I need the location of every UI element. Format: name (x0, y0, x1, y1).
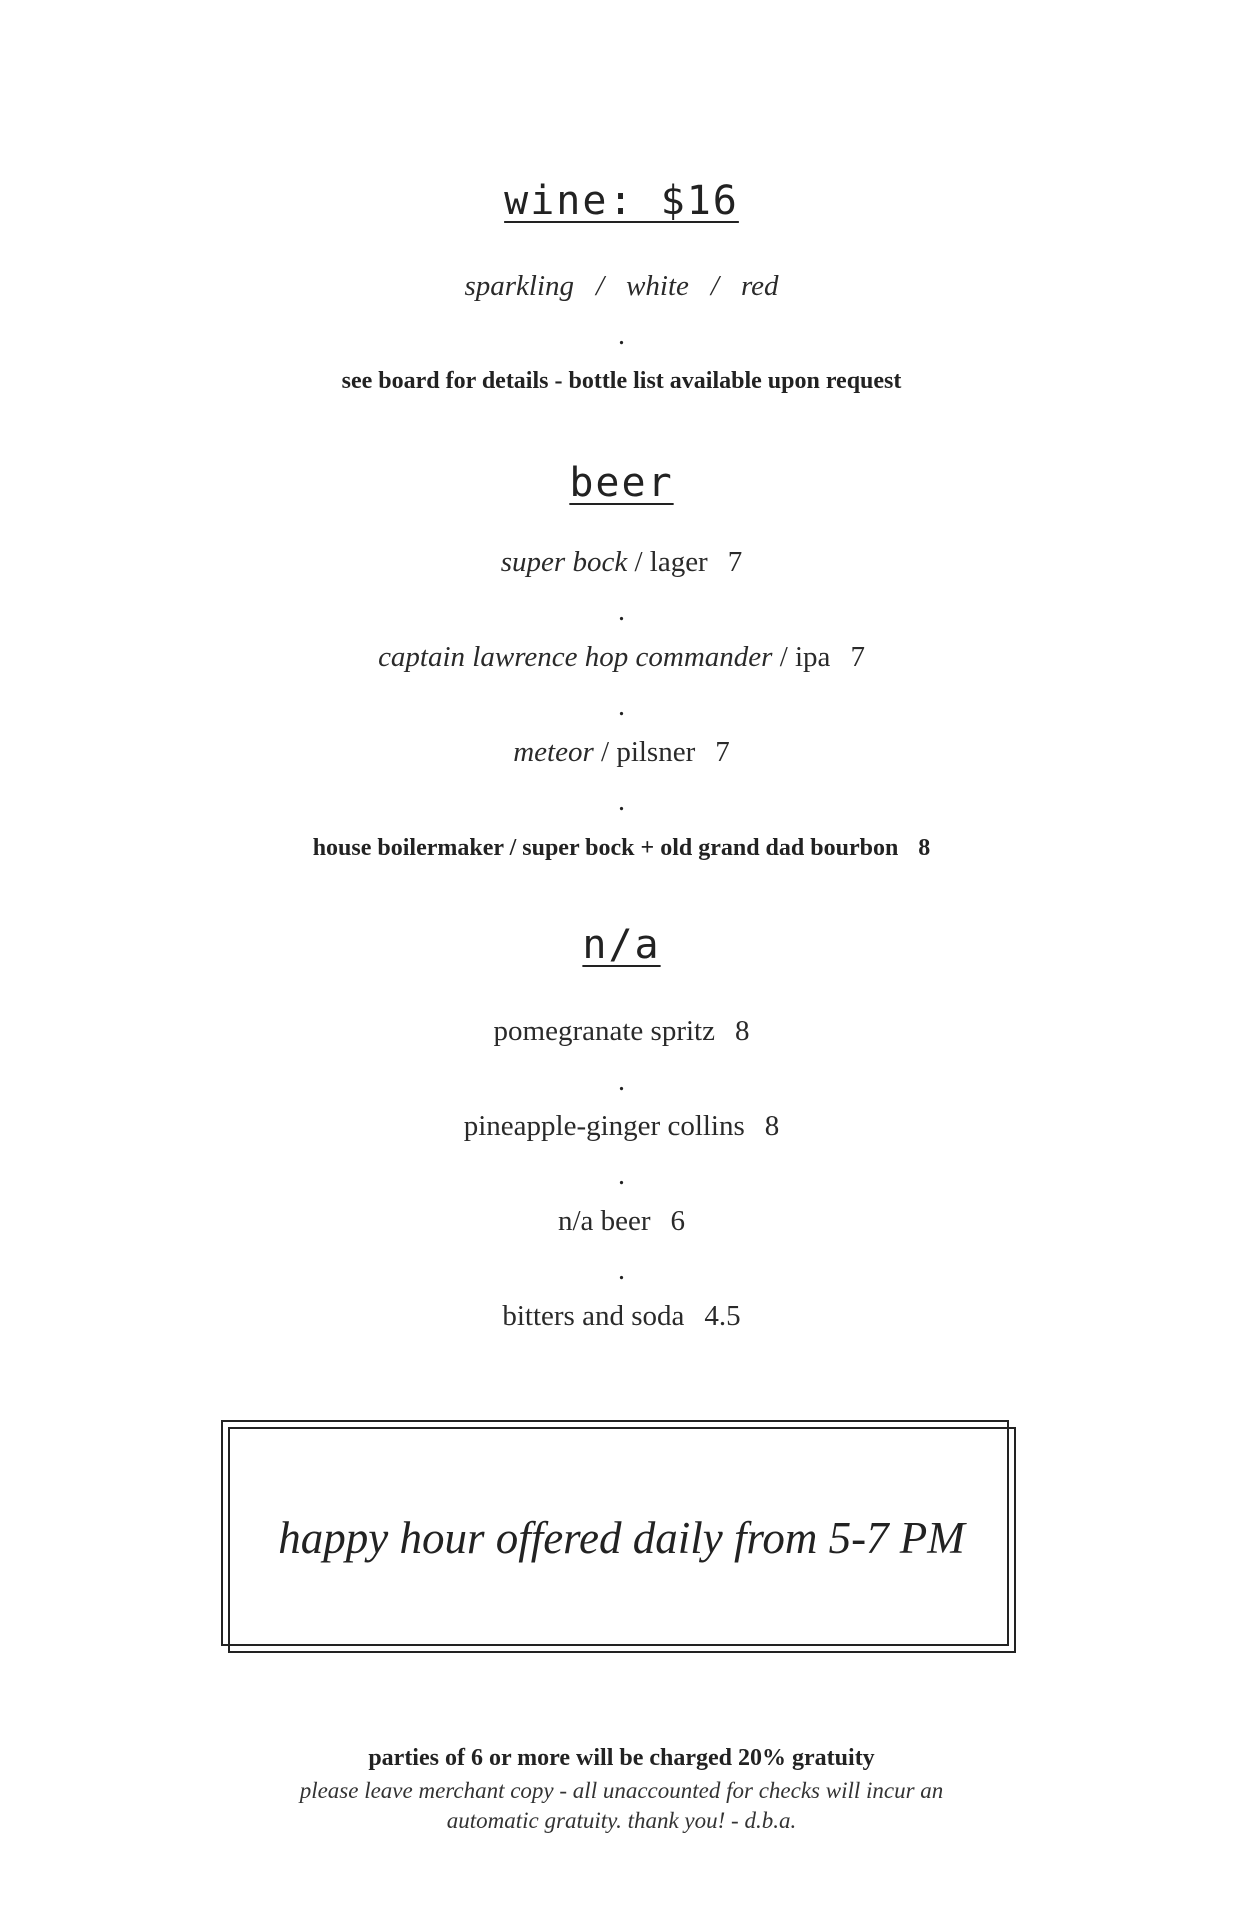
beer-price: 7 (727, 546, 743, 578)
wine-heading: wine: $16 (504, 178, 739, 224)
na-name: bitters and soda (502, 1300, 685, 1332)
merchant-copy-note: please leave merchant copy - all unaccounted for checks will incur an (299, 1778, 944, 1803)
gratuity-notice: parties of 6 or more will be charged 20% gratuity (368, 1745, 875, 1771)
beer-heading: beer (569, 460, 674, 506)
beer-item (0, 736, 1243, 769)
na-item (0, 1110, 1243, 1143)
beer-name: meteor (513, 736, 594, 768)
wine-type-red: red (740, 270, 779, 302)
divider-dot: . (618, 1066, 625, 1097)
na-name: pineapple-ginger collins (463, 1110, 745, 1142)
wine-type-white: white (626, 270, 689, 302)
beer-name: captain lawrence hop commander (378, 641, 773, 673)
merchant-copy-note-2: automatic gratuity. thank you! - d.b.a. (446, 1808, 797, 1833)
na-price: 8 (734, 1015, 750, 1047)
na-price: 4.5 (704, 1300, 741, 1332)
beer-name: super bock (500, 546, 628, 578)
beer-style: / lager (634, 546, 708, 578)
separator: / (710, 270, 719, 302)
beer-style: / ipa (779, 641, 831, 673)
na-name: n/a beer (557, 1205, 651, 1237)
separator: / (596, 270, 605, 302)
divider-dot: . (618, 1160, 625, 1191)
special-price: 8 (918, 835, 931, 861)
boilermaker-special (0, 835, 1243, 862)
na-name: pomegranate spritz (493, 1015, 715, 1047)
na-heading: n/a (582, 922, 661, 968)
beer-item (0, 546, 1243, 579)
wine-type-sparkling: sparkling (464, 270, 574, 302)
na-price: 8 (764, 1110, 780, 1142)
na-item (0, 1015, 1243, 1048)
beer-price: 7 (850, 641, 865, 673)
na-price: 6 (670, 1205, 686, 1237)
happy-hour-text: happy hour offered daily from 5-7 PM (278, 1513, 965, 1563)
divider-dot: . (618, 1255, 625, 1286)
special-name: house boilermaker / super bock + old grand dad bourbon (312, 835, 899, 861)
divider-dot: . (618, 786, 625, 817)
beer-style: / pilsner (601, 736, 696, 768)
wine-note: see board for details - bottle list available upon request (341, 368, 902, 394)
na-item (0, 1300, 1243, 1333)
wine-types (0, 270, 1243, 303)
beer-price: 7 (715, 736, 730, 768)
divider-dot: . (618, 691, 625, 722)
divider-dot: . (618, 596, 625, 627)
divider-dot: . (618, 320, 625, 351)
beer-item (0, 641, 1243, 674)
na-item (0, 1205, 1243, 1238)
